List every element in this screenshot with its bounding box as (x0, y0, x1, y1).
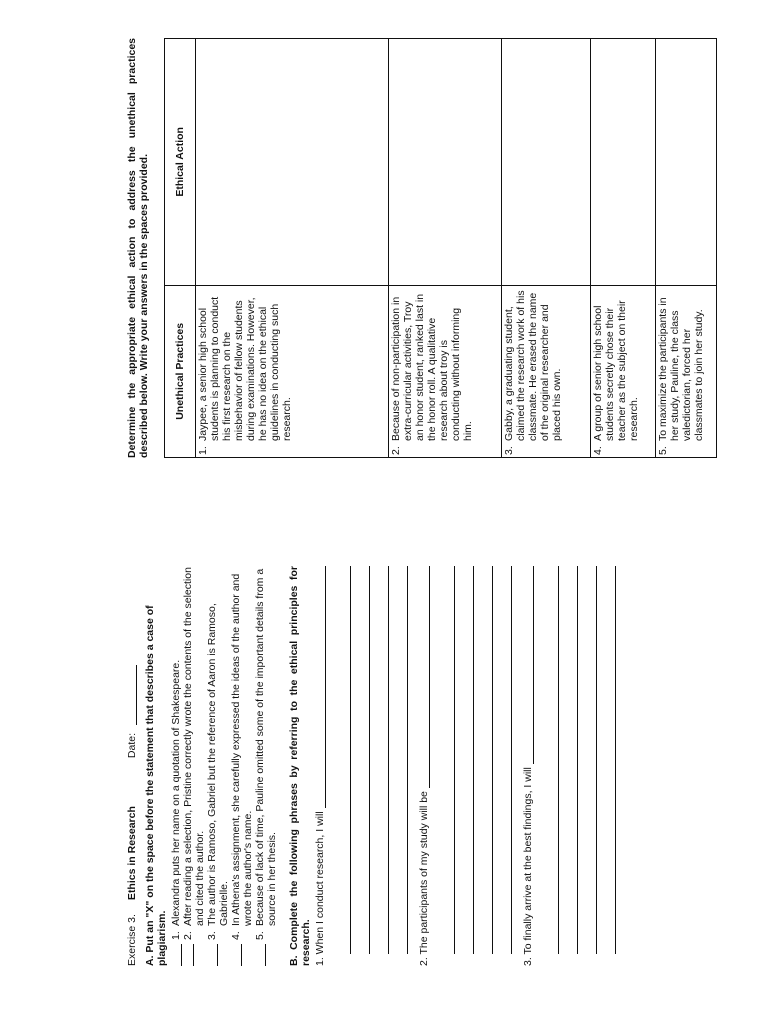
answer-blank[interactable] (254, 944, 266, 966)
section-b-instruction: B. Complete the following phrases by referring to the ethical principles for research. (288, 566, 312, 966)
list-item (230, 566, 254, 966)
item-text: The author is Ramoso, Gabriel but the reference of Aaron is Ramoso, Gabrielle. (206, 603, 230, 926)
section-a-list (170, 566, 278, 966)
answer-blank[interactable] (182, 944, 194, 966)
ethical-action-cell[interactable] (502, 39, 591, 286)
table-row (502, 39, 591, 458)
left-column (126, 566, 616, 966)
answer-blank[interactable] (230, 944, 242, 966)
answer-line[interactable] (315, 566, 326, 808)
answer-line[interactable] (436, 566, 455, 954)
item-number: 1. (170, 931, 182, 940)
answer-line[interactable] (523, 566, 534, 764)
ethical-action-cell[interactable] (591, 39, 656, 286)
answer-line[interactable] (597, 566, 616, 954)
answer-line[interactable] (389, 566, 408, 954)
practice-text: Because of non-participation in extra-curricular activities, Troy an honor student, ranked last in the honor roll. A qualitative research about troy is conducting without informing him. (390, 293, 474, 441)
list-item (206, 566, 230, 966)
section-b-prompt-3 (522, 566, 616, 966)
table-row (389, 39, 502, 458)
practice-text: Gabby, a graduating student, claimed the research work of his classmate. He erased the name of the original researcher and placed his own. (503, 290, 563, 441)
practice-text: Jaypee, a senior high school students is planning to conduct his first research on the misbehavior of fellow students during examinations. However, he has no idea on the ethical guidelines in conducting such research. (197, 296, 293, 441)
col-header-practices: Unethical Practices (165, 285, 196, 457)
prompt-text: 3. To finally arrive at the best findings, I will (522, 767, 534, 966)
list-item (170, 566, 182, 966)
prompt-text: 2. The participants of my study will be (418, 791, 430, 966)
item-number: 4. (230, 931, 242, 940)
date-label: Date: (126, 732, 138, 759)
item-text: Because of lack of time, Pauline omitted some of the important details from a source in her thesis. (254, 568, 278, 926)
answer-blank[interactable] (206, 944, 218, 966)
item-number: 3. (206, 931, 218, 940)
answer-line[interactable] (540, 566, 559, 954)
ethical-action-cell[interactable] (196, 39, 389, 286)
worksheet-header (126, 566, 138, 966)
answer-line[interactable] (332, 566, 351, 954)
row-number: 1. (197, 446, 209, 455)
section-b-prompt-2 (418, 566, 512, 966)
answer-line[interactable] (351, 566, 370, 954)
table-row (196, 39, 389, 458)
ethical-action-cell[interactable] (389, 39, 502, 286)
row-number: 2. (390, 446, 402, 455)
right-column (126, 38, 717, 458)
item-number: 5. (254, 931, 266, 940)
exercise-title: Ethics in Research (126, 806, 138, 901)
table-row (656, 39, 717, 458)
item-text: Alexandra puts her name on a quotation of Shakespeare. (170, 659, 182, 926)
answer-line[interactable] (370, 566, 389, 954)
answer-line[interactable] (455, 566, 474, 954)
table-instruction: Determine the appropriate ethical action to address the unethical practices described below. Write your answers in the spaces provided. (126, 38, 150, 458)
answer-blank[interactable] (170, 944, 182, 966)
answer-line[interactable] (419, 566, 430, 788)
ethics-table (164, 38, 717, 458)
practice-text: A group of senior high school students secretly chose their teacher as the subject on their research. (592, 300, 640, 441)
item-text: In Athena's assignment, she carefully expressed the ideas of the author and wrote the author's name. (230, 573, 254, 926)
row-number: 4. (592, 446, 604, 455)
prompt-text: 1. When I conduct research, I will (314, 811, 326, 966)
practice-text: To maximize the participants in her study, Pauline, the class valedictorian, forced her classmates to join her study. (657, 297, 705, 441)
date-field[interactable] (126, 665, 137, 725)
table-header-row (165, 39, 196, 458)
row-number: 3. (503, 446, 515, 455)
answer-line[interactable] (493, 566, 512, 954)
answer-line[interactable] (474, 566, 493, 954)
section-b-prompt-1 (314, 566, 408, 966)
answer-line[interactable] (578, 566, 597, 954)
list-item (254, 566, 278, 966)
item-text: After reading a selection, Pristine correctly wrote the contents of the selection and cited the author. (182, 567, 206, 926)
item-number: 2. (182, 931, 194, 940)
row-number: 5. (657, 446, 669, 455)
table-row (591, 39, 656, 458)
list-item (182, 566, 206, 966)
col-header-action: Ethical Action (165, 39, 196, 286)
exercise-number: Exercise 3. (126, 914, 138, 966)
ethical-action-cell[interactable] (656, 39, 717, 286)
section-a-instruction: A. Put an "X" on the space before the statement that describes a case of plagiarism. (144, 605, 168, 966)
answer-line[interactable] (559, 566, 578, 954)
